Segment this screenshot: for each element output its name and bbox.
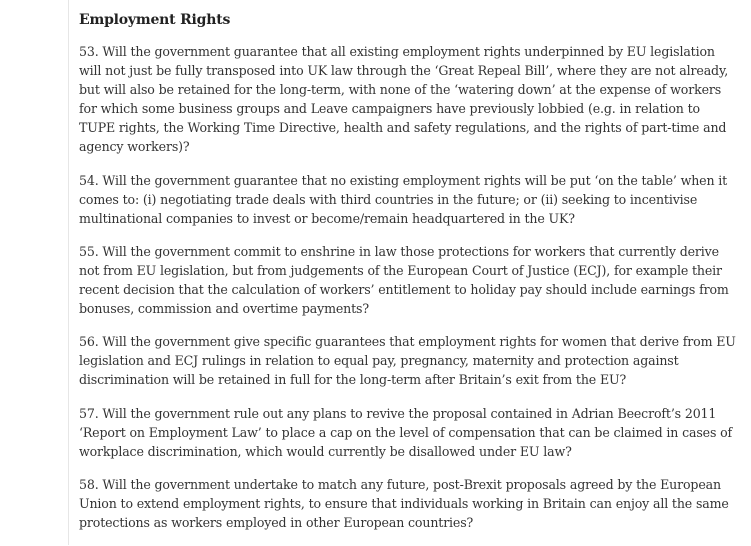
question-53: 53. Will the government guarantee that all existing employment rights underpinned by EU legislation will not just be fully transposed into UK law through the ‘Great Repeal Bill’, where they are not already, but will also be retained for the long-term, with none of the ‘watering down’ at the expense of workers for which some business groups and Leave campaigners have previously lobbied (e.g. in relation to TUPE rights, the Working Time Directive, health and safety regulations, and the rights of part-time and agency workers)? [79, 44, 729, 155]
question-58: 58. Will the government undertake to match any future, post-Brexit proposals agreed by the European Union to extend employment rights, to ensure that individuals working in Britain can enjoy all the same protections as workers employed in other European countries? [79, 476, 729, 530]
question-57: 57. Will the government rule out any plans to revive the proposal contained in Adrian Beecroft’s 2011 ‘Report on Employment Law’ to place a cap on the level of compensation that can be claimed in cases of workplace discrimination, which would currently be disallowed under EU law? [79, 405, 733, 459]
article-body [79, 10, 739, 546]
column-divider [68, 0, 69, 545]
question-56: 56. Will the government give specific guarantees that employment rights for women that derive from EU legislation and ECJ rulings in relation to equal pay, pregnancy, maternity and protection against discrimination will be retained in full for the long-term after Britain’s exit from the EU? [79, 334, 736, 388]
question-54: 54. Will the government guarantee that no existing employment rights will be put ‘on the table’ when it comes to: (i) negotiating trade deals with third countries in the future; or (ii) seeking to incentivise multinational companies to invest or become/remain headquartered in the UK? [79, 172, 728, 226]
section-heading: Employment Rights [79, 12, 231, 28]
question-55: 55. Will the government commit to enshrine in law those protections for workers that currently derive not from EU legislation, but from judgements of the European Court of Justice (ECJ), for example their recent decision that the calculation of workers’ entitlement to holiday pay should include earnings from bonuses, commission and overtime payments? [79, 243, 729, 317]
